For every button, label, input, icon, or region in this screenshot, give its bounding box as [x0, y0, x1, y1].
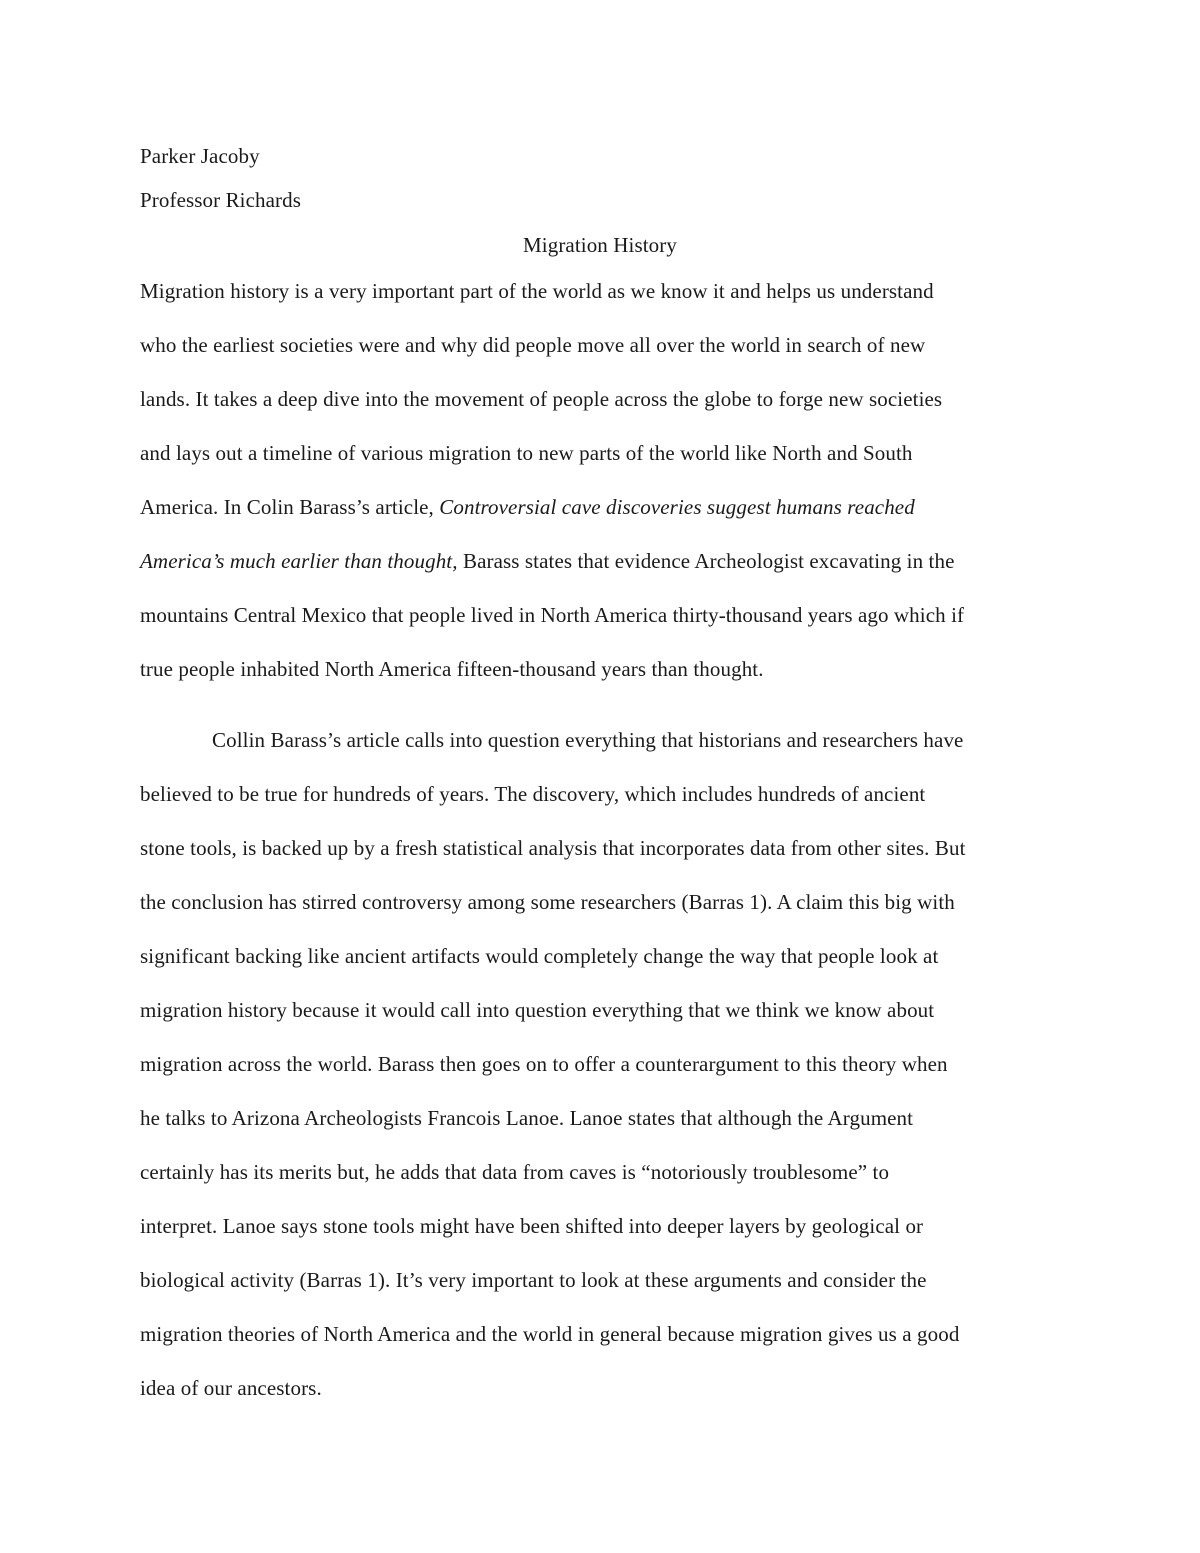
- paragraph-line: true people inhabited North America fifteen-thousand years than thought.: [140, 657, 764, 681]
- author-name: Parker Jacoby: [140, 144, 260, 168]
- paragraph-line: who the earliest societies were and why did people move all over the world in search of new: [140, 333, 926, 357]
- article-title: Controversial cave discoveries suggest humans reached: [439, 495, 915, 519]
- paragraph-line: significant backing like ancient artifacts would completely change the way that people look at: [140, 944, 939, 968]
- paragraph-line: migration theories of North America and the world in general because migration gives us a good: [140, 1322, 960, 1346]
- paragraph-line: believed to be true for hundreds of years. The discovery, which includes hundreds of ancient: [140, 782, 926, 806]
- paragraph-line: lands. It takes a deep dive into the movement of people across the globe to forge new societies: [140, 387, 943, 411]
- paragraph-line: the conclusion has stirred controversy among some researchers (Barras 1). A claim this big with: [140, 890, 955, 914]
- paragraph-line: stone tools, is backed up by a fresh statistical analysis that incorporates data from other sites. But: [140, 836, 966, 860]
- paragraph-line: and lays out a timeline of various migration to new parts of the world like North and South: [140, 441, 913, 465]
- instructor-name: Professor Richards: [140, 188, 302, 212]
- paragraph-line: migration across the world. Barass then goes on to offer a counterargument to this theory when: [140, 1052, 948, 1076]
- paragraph-line: mountains Central Mexico that people lived in North America thirty-thousand years ago which if: [140, 603, 965, 627]
- paragraph-text: Barass states that evidence Archeologist excavating in the: [457, 549, 955, 573]
- article-title: America’s much earlier than thought,: [140, 549, 458, 573]
- paragraph-line: Collin Barass’s article calls into question everything that historians and researchers have: [212, 728, 964, 752]
- paragraph-line: Migration history is a very important part of the world as we know it and helps us understand: [140, 279, 934, 303]
- paragraph-text: America. In Colin Barass’s article,: [140, 495, 440, 519]
- paragraph-line: certainly has its merits but, he adds that data from caves is “notoriously troublesome” to: [140, 1160, 890, 1184]
- paragraph-line: migration history because it would call into question everything that we think we know about: [140, 998, 935, 1022]
- paragraph-line: interpret. Lanoe says stone tools might have been shifted into deeper layers by geological or: [140, 1214, 924, 1238]
- paragraph-line: he talks to Arizona Archeologists Francois Lanoe. Lanoe states that although the Argument: [140, 1106, 914, 1130]
- paragraph-line: [140, 497, 915, 518]
- paragraph-line: biological activity (Barras 1). It’s very important to look at these arguments and consider the: [140, 1268, 927, 1292]
- paragraph-line: [140, 551, 955, 572]
- paragraph-line: idea of our ancestors.: [140, 1376, 322, 1400]
- document-title: Migration History: [523, 233, 677, 257]
